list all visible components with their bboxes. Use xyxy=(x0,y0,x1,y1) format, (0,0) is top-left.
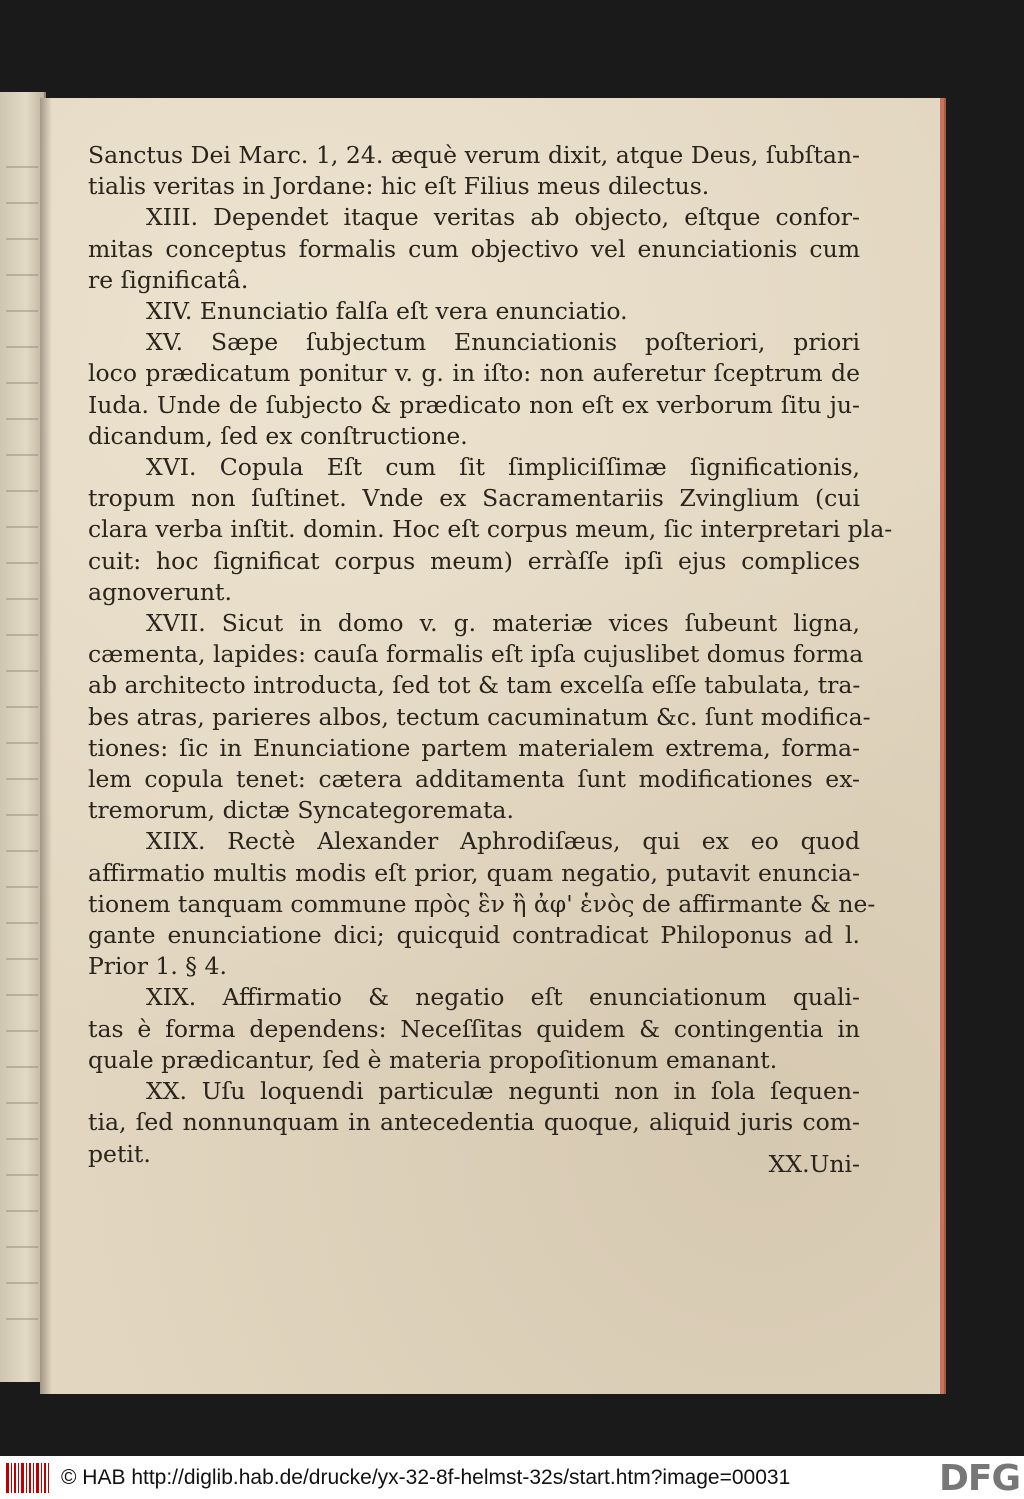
dfg-logo: DFG xyxy=(938,1458,1020,1499)
text-line: affirmatio multis modis eſt prior, quam negatio, putavit enuncia- xyxy=(88,858,860,887)
text-line: ab architecto introducta, ſed tot & tam excelſa eſſe tabulata, tra- xyxy=(88,671,861,700)
footer-bar xyxy=(0,1456,1024,1499)
text-line: Sanctus Dei Marc. 1, 24. æquè verum dixit, atque Deus, ſubſtan- xyxy=(88,141,860,169)
text-line: tialis veritas in Jordane: hic eſt Filius meus dilectus. xyxy=(88,172,710,201)
text-line: XIX. Affirmatio & negatio eſt enunciationum quali- xyxy=(146,983,860,1012)
text-line: tropum non ſuſtinet. Vnde ex Sacramentariis Zvinglium (cui xyxy=(88,484,860,513)
text-line: tia, ſed nonnunquam in antecedentia quoque, aliquid juris com- xyxy=(88,1108,860,1137)
text-line: lem copula tenet: cætera additamenta ſunt modificationes ex- xyxy=(88,765,860,794)
text-line: tremorum, dictæ Syncategoremata. xyxy=(88,796,514,825)
text-line: Iuda. Unde de ſubjecto & prædicato non eſt ex verborum ſitu ju- xyxy=(88,390,860,419)
page-text xyxy=(88,140,893,1170)
text-line: tiones: ſic in Enunciatione partem materialem extrema, forma- xyxy=(88,733,860,762)
text-line: XVI. Copula Eſt cum ſit ſimpliciſſimæ ſignificationis, xyxy=(146,453,860,482)
text-line: tionem tanquam commune πρὸς ἓν ἢ ἀφ' ἑνὸς de affirmante & ne- xyxy=(88,889,876,918)
text-line: agnoverunt. xyxy=(88,577,232,606)
text-line: XX. Uſu loquendi particulæ negunti non in ſola ſequen- xyxy=(146,1077,860,1106)
text-line: clara verba inſtit. domin. Hoc eſt corpus meum, ſic interpretari pla- xyxy=(88,515,893,544)
text-line: cuit: hoc ſignificat corpus meum) erràſſe ipſi ejus complices xyxy=(88,546,860,575)
text-line: XVII. Sicut in domo v. g. materiæ vices ſubeunt ligna, xyxy=(146,609,860,638)
text-line: tas è forma dependens: Neceſſitas quidem & contingentia in xyxy=(88,1014,860,1043)
book-page xyxy=(40,98,944,1394)
text-line: mitas conceptus formalis cum objectivo vel enunciationis cum xyxy=(88,234,860,263)
text-line: re ſignificatâ. xyxy=(88,265,249,294)
text-line: petit. xyxy=(88,1139,151,1168)
text-line: XIV. Enunciatio falſa eſt vera enunciatio. xyxy=(146,297,628,326)
text-line: gante enunciatione dici; quicquid contradicat Philoponus ad l. xyxy=(88,921,860,950)
footer-source-link[interactable]: © HAB http://diglib.hab.de/drucke/yx-32-8f-helmst-32s/start.htm?image=00031 xyxy=(61,1465,791,1489)
text-line: Prior 1. § 4. xyxy=(88,952,227,981)
text-line: bes atras, parieres albos, tectum cacuminatum &c. ſunt modifica- xyxy=(88,702,871,731)
page-gutter-shadow xyxy=(40,98,52,1394)
text-line: XIIX. Rectè Alexander Aphrodiſæus, qui ex eo quod xyxy=(146,827,860,856)
text-line: cæmenta, lapides: cauſa formalis eſt ipſa cujuslibet domus forma xyxy=(88,640,864,669)
text-line: loco prædicatum ponitur v. g. in iſto: non auferetur ſceptrum de xyxy=(88,359,860,388)
text-line: XIII. Dependet itaque veritas ab objecto, eſtque confor- xyxy=(146,203,860,232)
text-line: quale prædicantur, ſed è materia propoſitionum emanant. xyxy=(88,1045,778,1074)
barcode-icon xyxy=(6,1463,49,1493)
catchword: XX.Uni- xyxy=(768,1150,860,1178)
text-line: dicandum, ſed ex conſtructione. xyxy=(88,421,468,450)
text-line: XV. Sæpe ſubjectum Enunciationis poſteriori, priori xyxy=(146,328,860,357)
